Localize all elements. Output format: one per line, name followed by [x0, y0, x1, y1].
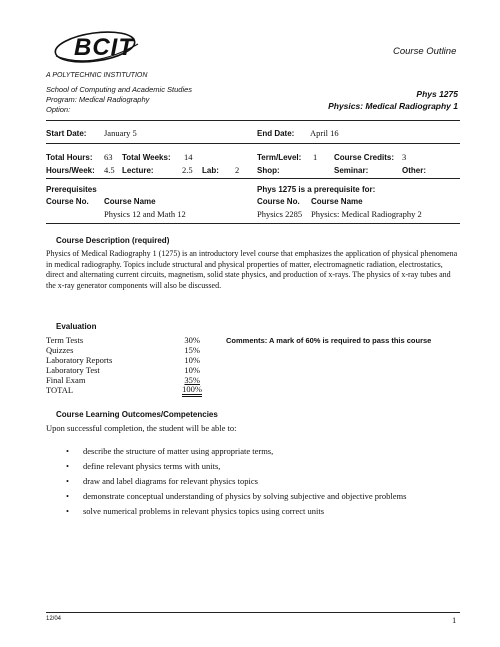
evaluation-comment: Comments: A mark of 60% is required to pass this course: [226, 336, 432, 345]
outcome-text: demonstrate conceptual understanding of physics by solving subjective and objective problems: [83, 491, 407, 501]
outcome-text: define relevant physics terms with units,: [83, 461, 221, 471]
evaluation-item: Quizzes: [46, 345, 74, 355]
hours-rule: [46, 178, 460, 179]
hours-week-label: Hours/Week:: [46, 166, 95, 175]
hours-week: 4.5: [104, 165, 115, 175]
course-code: Phys 1275: [416, 89, 458, 99]
outcome-text: draw and label diagrams for relevant physics topics: [83, 476, 258, 486]
lecture: 2.5: [182, 165, 193, 175]
bullet-icon: •: [66, 461, 69, 471]
evaluation-pct: 30%: [184, 335, 200, 345]
course-credits: 3: [402, 152, 407, 162]
page-number: 1: [452, 615, 457, 625]
school-line: School of Computing and Academic Studies: [46, 85, 193, 94]
shop-label: Shop:: [257, 166, 280, 175]
evaluation-table: [46, 335, 206, 395]
prereq-for-course-name-label: Course Name: [311, 197, 363, 206]
course-credits-label: Course Credits:: [334, 153, 395, 162]
evaluation-pct: 15%: [184, 345, 200, 355]
evaluation-row: [46, 365, 206, 375]
evaluation-item: Term Tests: [46, 335, 84, 345]
footer-left: 12/04: [46, 616, 62, 622]
evaluation-total-label: TOTAL: [46, 385, 74, 395]
start-date-label: Start Date:: [46, 129, 87, 138]
bullet-icon: •: [66, 491, 69, 501]
logo-text: BCIT: [74, 34, 134, 61]
list-item: [66, 476, 466, 491]
bullet-icon: •: [66, 506, 69, 516]
outcome-text: describe the structure of matter using appropriate terms,: [83, 446, 274, 456]
term-level: 1: [313, 152, 318, 162]
prereq-rule: [46, 223, 460, 224]
lab: 2: [235, 165, 240, 175]
end-date: April 16: [310, 128, 339, 138]
logo-tagline: A POLYTECHNIC INSTITUTION: [46, 72, 148, 79]
list-item: [66, 446, 466, 461]
term-level-label: Term/Level:: [257, 153, 302, 162]
footer-rule: [46, 612, 460, 613]
prereq-for-course-no: Physics 2285: [257, 209, 303, 219]
prereq-title: Prerequisites: [46, 185, 97, 194]
evaluation-total-pct: 100%: [182, 385, 202, 397]
list-item: [66, 491, 466, 506]
program-line: Program: Medical Radiography: [46, 95, 150, 104]
total-weeks: 14: [184, 152, 193, 162]
prereq-for-course-no-label: Course No.: [257, 197, 300, 206]
seminar-label: Seminar:: [334, 166, 369, 175]
evaluation-title: Evaluation: [56, 322, 97, 331]
info-rule: [46, 143, 460, 144]
outcomes-list: [66, 446, 466, 521]
outcomes-intro: Upon successful completion, the student will be able to:: [46, 423, 237, 433]
total-hours: 63: [104, 152, 113, 162]
outcomes-title: Course Learning Outcomes/Competencies: [56, 410, 218, 419]
description-title: Course Description (required): [56, 236, 170, 245]
evaluation-item: Laboratory Test: [46, 365, 100, 375]
doc-type: Course Outline: [393, 46, 457, 57]
bcit-logo: [52, 26, 142, 68]
prereq-for-course-name: Physics: Medical Radiography 2: [311, 209, 422, 219]
list-item: [66, 461, 466, 476]
prereq-course-name: Physics 12 and Math 12: [104, 209, 186, 219]
evaluation-pct: 10%: [184, 355, 200, 365]
prereq-for-title: Phys 1275 is a prerequisite for:: [257, 185, 376, 194]
evaluation-item: Final Exam: [46, 375, 86, 385]
evaluation-row: [46, 335, 206, 345]
bullet-icon: •: [66, 446, 69, 456]
description-text: Physics of Medical Radiography 1 (1275) is an introductory level course that emphasizes the application of physical phenomena in medical radiography. Topics include structural and physical properties of matter, electromagnetic radiation, electrostatics, direct and alternating current circuits, magnetism, solid state physics, and production of x-rays. The physics of x-ray tubes and the x-ray generator components will also be discussed.: [46, 249, 458, 290]
header-rule: [46, 120, 460, 121]
course-title: Physics: Medical Radiography 1: [328, 101, 458, 111]
evaluation-total-row: [46, 385, 206, 395]
evaluation-row: [46, 355, 206, 365]
end-date-label: End Date:: [257, 129, 295, 138]
lab-label: Lab:: [202, 166, 219, 175]
evaluation-pct: 10%: [184, 365, 200, 375]
evaluation-item: Laboratory Reports: [46, 355, 113, 365]
total-weeks-label: Total Weeks:: [122, 153, 171, 162]
prereq-course-no-label: Course No.: [46, 197, 89, 206]
bullet-icon: •: [66, 476, 69, 486]
total-hours-label: Total Hours:: [46, 153, 93, 162]
other-label: Other:: [402, 166, 426, 175]
option-line: Option:: [46, 105, 71, 114]
start-date: January 5: [104, 128, 137, 138]
lecture-label: Lecture:: [122, 166, 154, 175]
evaluation-pct: 35%: [184, 375, 200, 385]
prereq-course-name-label: Course Name: [104, 197, 156, 206]
evaluation-row: [46, 345, 206, 355]
list-item: [66, 506, 466, 521]
outcome-text: solve numerical problems in relevant physics topics using correct units: [83, 506, 325, 516]
